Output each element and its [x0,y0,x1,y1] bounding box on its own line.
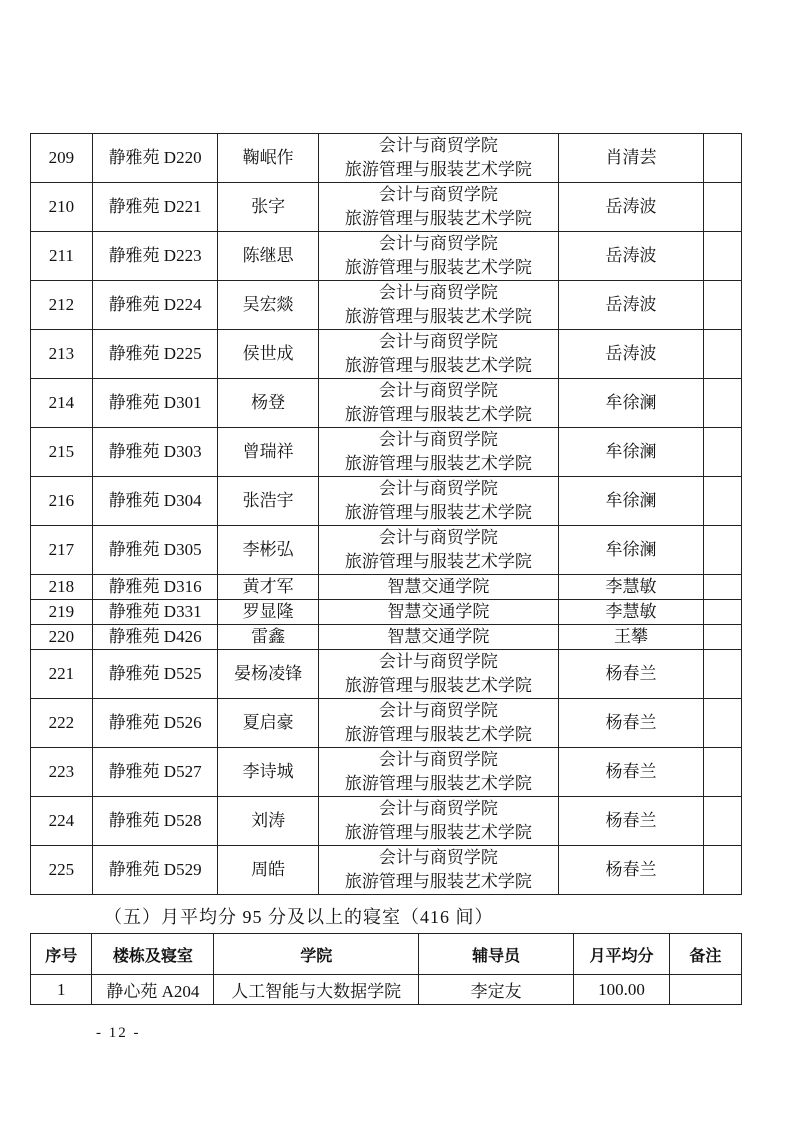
cell-building-room: 静雅苑 D426 [92,625,218,650]
cell-counselor: 杨春兰 [558,650,703,699]
cell-college [318,281,558,330]
cell-index: 221 [31,650,93,699]
cell-remarks [704,477,742,526]
college-line: 旅游管理与服装艺术学院 [344,774,532,793]
cell-counselor: 李慧敏 [558,600,703,625]
page-number: - 12 - [96,1025,141,1041]
college-line: 会计与商贸学院 [378,848,498,867]
cell-building-room: 静雅苑 D525 [92,650,218,699]
cell-building-room: 静雅苑 D331 [92,600,218,625]
cell-counselor: 岳涛波 [558,330,703,379]
cell-building-room: 静雅苑 D221 [92,183,218,232]
cell-index: 223 [31,748,93,797]
college-line: 会计与商贸学院 [378,430,498,449]
cell-room-leader: 吴宏燚 [218,281,319,330]
header-counselor: 辅导员 [419,934,574,975]
cell-remarks [704,797,742,846]
college-line: 会计与商贸学院 [378,652,498,671]
cell-room-leader: 周皓 [218,846,319,895]
cell-room-leader: 曾瑞祥 [218,428,319,477]
cell-room-leader: 张浩宇 [218,477,319,526]
cell-college [318,428,558,477]
cell-room-leader: 晏杨凌锋 [218,650,319,699]
cell-index: 1 [31,975,92,1005]
cell-remarks [704,699,742,748]
table-row [31,846,742,895]
college-line: 会计与商贸学院 [378,528,498,547]
cell-index: 215 [31,428,93,477]
cell-building-room: 静雅苑 D220 [92,134,218,183]
cell-college [318,625,558,650]
college-line: 会计与商贸学院 [378,381,498,400]
dorm-list-body [31,134,742,895]
cell-counselor: 李定友 [419,975,574,1005]
cell-building-room: 静雅苑 D526 [92,699,218,748]
table-header-row [31,934,742,975]
cell-building-room: 静雅苑 D304 [92,477,218,526]
cell-remarks [704,232,742,281]
cell-room-leader: 陈继思 [218,232,319,281]
cell-building-room: 静雅苑 D316 [92,575,218,600]
college-line: 旅游管理与服装艺术学院 [344,872,532,891]
cell-counselor: 岳涛波 [558,232,703,281]
college-line: 旅游管理与服装艺术学院 [344,405,532,424]
cell-counselor: 岳涛波 [558,281,703,330]
college-line: 会计与商贸学院 [378,701,498,720]
table-row [31,699,742,748]
cell-room-leader: 侯世成 [218,330,319,379]
college-line: 智慧交通学院 [387,627,490,646]
header-index: 序号 [31,934,92,975]
cell-counselor: 牟徐澜 [558,477,703,526]
college-line: 会计与商贸学院 [378,479,498,498]
cell-index: 216 [31,477,93,526]
cell-index: 211 [31,232,93,281]
cell-index: 218 [31,575,93,600]
college-line: 旅游管理与服装艺术学院 [344,307,532,326]
college-line: 会计与商贸学院 [378,283,498,302]
table-row [31,748,742,797]
cell-college [318,183,558,232]
cell-college [318,232,558,281]
cell-remarks [704,650,742,699]
cell-remarks [704,526,742,575]
cell-building-room: 静雅苑 D224 [92,281,218,330]
cell-college [318,477,558,526]
cell-index: 213 [31,330,93,379]
cell-college [318,600,558,625]
cell-college [318,797,558,846]
table-row [31,575,742,600]
cell-building-room: 静雅苑 D528 [92,797,218,846]
dorm-list-table [30,133,742,895]
college-line: 旅游管理与服装艺术学院 [344,160,532,179]
cell-room-leader: 李诗城 [218,748,319,797]
cell-college [318,846,558,895]
college-line: 旅游管理与服装艺术学院 [344,503,532,522]
cell-college [318,650,558,699]
college-line: 会计与商贸学院 [378,750,498,769]
cell-index: 209 [31,134,93,183]
header-remarks: 备注 [669,934,741,975]
college-line: 旅游管理与服装艺术学院 [344,676,532,695]
cell-college [318,526,558,575]
cell-building-room: 静雅苑 D305 [92,526,218,575]
cell-room-leader: 鞠岷作 [218,134,319,183]
college-line: 旅游管理与服装艺术学院 [344,454,532,473]
cell-index: 214 [31,379,93,428]
college-line: 旅游管理与服装艺术学院 [344,552,532,571]
table-row [31,379,742,428]
college-line: 旅游管理与服装艺术学院 [344,823,532,842]
cell-counselor: 王攀 [558,625,703,650]
college-line: 旅游管理与服装艺术学院 [344,209,532,228]
section-heading: （五）月平均分 95 分及以上的寝室（416 间） [104,907,494,927]
header-college: 学院 [214,934,419,975]
cell-building-room: 静心苑 A204 [92,975,214,1005]
table-row [31,232,742,281]
cell-college [318,699,558,748]
cell-building-room: 静雅苑 D225 [92,330,218,379]
cell-college [318,379,558,428]
cell-counselor: 肖清芸 [558,134,703,183]
cell-building-room: 静雅苑 D527 [92,748,218,797]
table-row [31,797,742,846]
cell-room-leader: 罗显隆 [218,600,319,625]
college-line: 会计与商贸学院 [378,332,498,351]
table-row [31,428,742,477]
cell-index: 210 [31,183,93,232]
table-row [31,526,742,575]
cell-index: 224 [31,797,93,846]
cell-remarks [704,281,742,330]
cell-index: 217 [31,526,93,575]
table-row [31,281,742,330]
cell-remarks [704,625,742,650]
cell-index: 225 [31,846,93,895]
table-row [31,600,742,625]
cell-remarks [704,600,742,625]
cell-remarks [704,575,742,600]
cell-room-leader: 张字 [218,183,319,232]
cell-remarks [704,379,742,428]
college-line: 旅游管理与服装艺术学院 [344,258,532,277]
cell-remarks [704,428,742,477]
header-monthly-average: 月平均分 [574,934,669,975]
cell-remarks [669,975,741,1005]
cell-counselor: 杨春兰 [558,699,703,748]
cell-counselor: 牟徐澜 [558,526,703,575]
header-building-room: 楼栋及寝室 [92,934,214,975]
high-score-dorm-table [30,933,742,1005]
cell-counselor: 岳涛波 [558,183,703,232]
cell-remarks [704,183,742,232]
college-line: 会计与商贸学院 [378,136,498,155]
college-line: 智慧交通学院 [387,602,490,621]
table-row [31,134,742,183]
cell-college [318,748,558,797]
table-row [31,975,742,1005]
cell-room-leader: 李彬弘 [218,526,319,575]
cell-remarks [704,846,742,895]
cell-college [318,330,558,379]
cell-remarks [704,330,742,379]
table-row [31,183,742,232]
cell-counselor: 牟徐澜 [558,379,703,428]
cell-room-leader: 夏启豪 [218,699,319,748]
cell-college: 人工智能与大数据学院 [214,975,419,1005]
cell-counselor: 李慧敏 [558,575,703,600]
cell-room-leader: 黄才军 [218,575,319,600]
table-row [31,625,742,650]
cell-remarks [704,134,742,183]
cell-building-room: 静雅苑 D303 [92,428,218,477]
cell-index: 212 [31,281,93,330]
college-line: 旅游管理与服装艺术学院 [344,356,532,375]
cell-index: 219 [31,600,93,625]
cell-index: 222 [31,699,93,748]
cell-counselor: 杨春兰 [558,846,703,895]
cell-room-leader: 刘涛 [218,797,319,846]
table-row [31,330,742,379]
table-row [31,477,742,526]
cell-remarks [704,748,742,797]
cell-room-leader: 雷鑫 [218,625,319,650]
cell-counselor: 杨春兰 [558,797,703,846]
cell-building-room: 静雅苑 D223 [92,232,218,281]
cell-room-leader: 杨登 [218,379,319,428]
cell-counselor: 牟徐澜 [558,428,703,477]
cell-building-room: 静雅苑 D529 [92,846,218,895]
college-line: 会计与商贸学院 [378,185,498,204]
college-line: 旅游管理与服装艺术学院 [344,725,532,744]
cell-index: 220 [31,625,93,650]
cell-college [318,134,558,183]
cell-counselor: 杨春兰 [558,748,703,797]
cell-college [318,575,558,600]
college-line: 会计与商贸学院 [378,799,498,818]
college-line: 会计与商贸学院 [378,234,498,253]
college-line: 智慧交通学院 [387,577,490,596]
cell-monthly-average: 100.00 [574,975,669,1005]
table-row [31,650,742,699]
cell-building-room: 静雅苑 D301 [92,379,218,428]
